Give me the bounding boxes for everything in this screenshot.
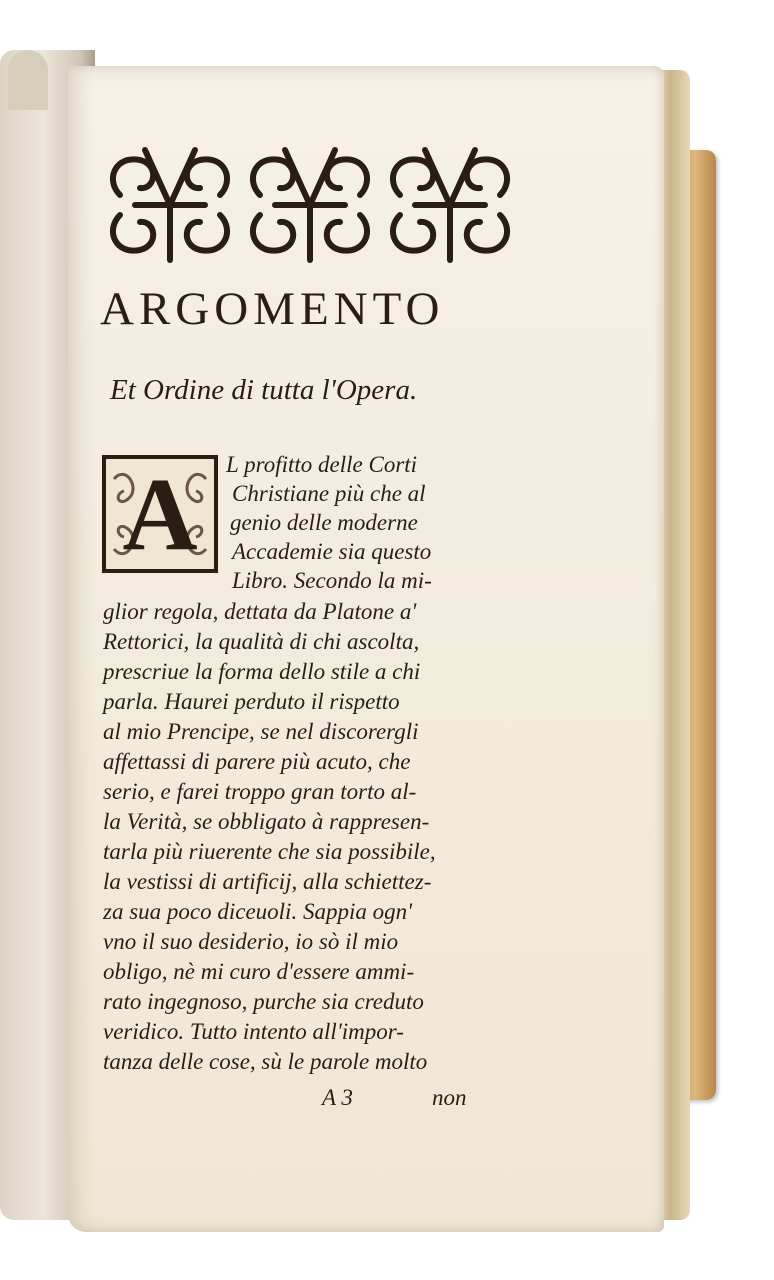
body-line: serio, e farei troppo gran torto al- <box>103 779 417 804</box>
ornament-unit-1 <box>113 150 227 260</box>
body-line: parla. Haurei perduto il rispetto <box>103 689 400 714</box>
body-line: vno il suo desiderio, io sò il mio <box>103 929 399 954</box>
catchword: non <box>432 1085 467 1110</box>
decorated-initial-icon <box>102 455 218 573</box>
body-line: veridico. Tutto intento all'impor- <box>103 1019 404 1044</box>
body-line: genio delle moderne <box>230 510 418 535</box>
body-line: la Verità, se obbligato à rappresen- <box>103 809 430 834</box>
body-line: glior regola, dettata da Platone a' <box>103 599 417 624</box>
body-line: Libro. Secondo la mi- <box>232 568 432 593</box>
body-line: affettassi di parere più acuto, che <box>103 749 411 774</box>
body-line: Christiane più che al <box>232 481 426 506</box>
signature-mark: A 3 <box>322 1085 353 1110</box>
body-line: tarla più riuerente che sia possibile, <box>103 839 436 864</box>
body-line: tanza delle cose, sù le parole molto <box>103 1049 428 1074</box>
body-line: L profitto delle Corti <box>226 452 418 477</box>
body-line: prescriue la forma dello stile a chi <box>103 659 421 684</box>
drop-cap-letter: A <box>122 457 198 572</box>
body-line: Rettorici, la qualità di chi ascolta, <box>103 629 420 654</box>
headpiece-ornament-icon <box>100 140 520 270</box>
body-line: la vestissi di artificij, alla schiettez- <box>103 869 432 894</box>
page-subtitle: Et Ordine di tutta l'Opera. <box>110 374 418 406</box>
body-line: rato ingegnoso, purche sia creduto <box>103 989 424 1014</box>
ornament-unit-2 <box>253 150 367 260</box>
page-title: ARGOMENTO <box>100 283 445 335</box>
body-line: Accademie sia questo <box>232 539 432 564</box>
body-line: obligo, nè mi curo d'essere ammi- <box>103 959 415 984</box>
body-line: al mio Prencipe, se nel discorergli <box>103 719 419 744</box>
ornament-unit-3 <box>393 150 507 260</box>
body-line: za sua poco diceuoli. Sappia ogn' <box>103 899 413 924</box>
